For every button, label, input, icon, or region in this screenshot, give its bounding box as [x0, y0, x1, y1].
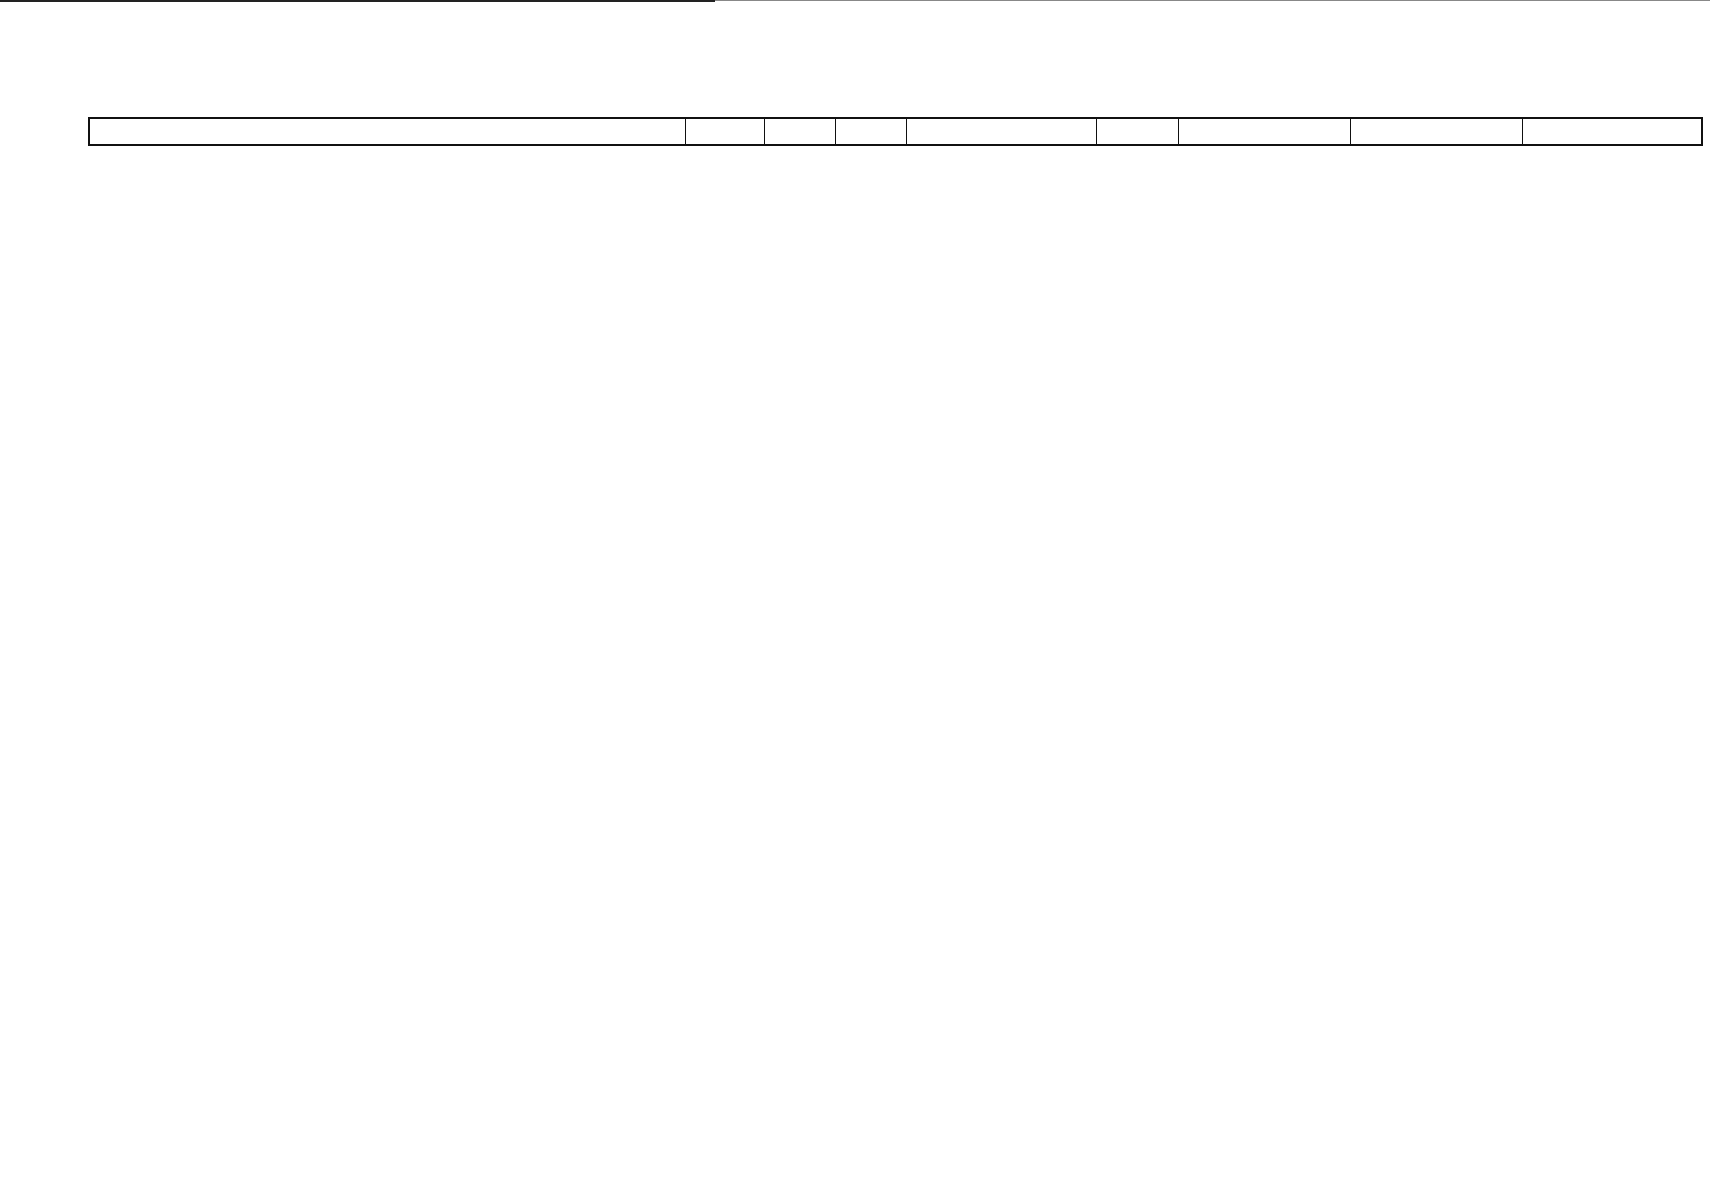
header-col-2	[686, 119, 765, 144]
header-col-1	[90, 119, 686, 144]
header-col-8	[1351, 119, 1523, 144]
header-col-7	[1179, 119, 1351, 144]
scan-top-border-thin	[715, 0, 1710, 1]
header-col-9	[1523, 119, 1701, 144]
table-header	[88, 117, 1703, 146]
scan-top-border	[0, 0, 715, 2]
header-col-6	[1097, 119, 1179, 144]
header-col-5	[907, 119, 1097, 144]
header-col-4	[836, 119, 907, 144]
header-col-3	[765, 119, 836, 144]
